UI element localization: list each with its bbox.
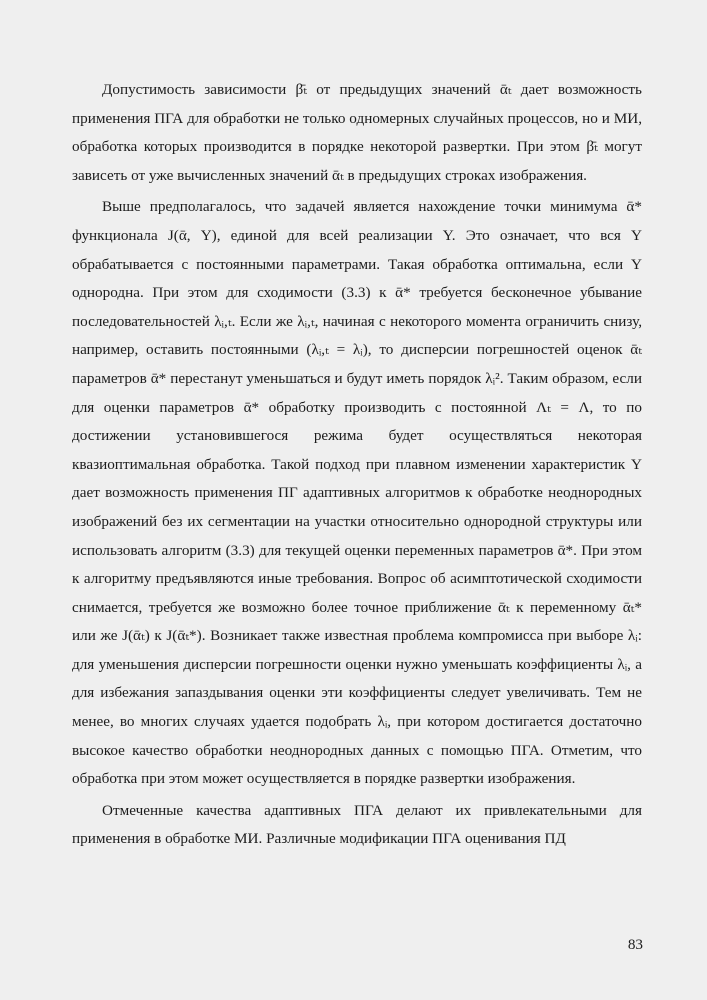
body-text bbox=[72, 76, 642, 854]
paragraph-3: Отмеченные качества адаптивных ПГА делают их привлекательными для применения в обработке МИ. Различные модификации ПГА оценивания ПД bbox=[72, 801, 642, 848]
page-number: 83 bbox=[627, 936, 643, 953]
paragraph-1: Допустимость зависимости β̄ₜ от предыдущих значений ᾱₜ дает возможность применения ПГА для обработки не только одномерных случайных процессов, но и МИ, обработка которых производится в порядке некоторой развертки. При этом β̄ₜ могут зависеть от уже вычисленных значений ᾱₜ в предыдущих строках изображения. bbox=[72, 81, 642, 184]
paragraph-2: Выше предполагалось, что задачей является нахождение точки минимума ᾱ* функционала J(ᾱ, Y), единой для всей реализации Y. Это означает, что вся Y обрабатывается с постоянными параметрами. Такая обработка оптимальна, если Y однородна. При этом для сходимости (3.3) к ᾱ* требуется бесконечное убывание последовательностей λᵢ,ₜ. Если же λᵢ,ₜ, начиная с некоторого момента ограничить снизу, например, оставить постоянными (λᵢ,ₜ = λᵢ), то дисперсии погрешностей оценок ᾱₜ параметров ᾱ* перестанут уменьшаться и будут иметь порядок λᵢ². Таким образом, если для оценки параметров ᾱ* обработку производить с постоянной Λₜ = Λ, то по достижении установившегося режима будет осуществляться некоторая квазиоптимальная обработка. Такой подход при плавном изменении характеристик Y дает возможность применения ПГ адаптивных алгоритмов к обработке неоднородных изображений без их сегментации на участки относительно однородной структуры или использовать алгоритм (3.3) для текущей оценки переменных параметров ᾱ*. При этом к алгоритму предъявляются иные требования. Вопрос об асимптотической сходимости снимается, требуется же возможно более точное приближение ᾱₜ к переменному ᾱₜ* или же J(ᾱₜ) к J(ᾱₜ*). Возникает также известная проблема компромисса при выборе λᵢ: для уменьшения дисперсии погрешности оценки нужно уменьшать коэффициенты λᵢ, а для избежания запаздывания оценки эти коэффициенты следует увеличивать. Тем не менее, во многих случаях удается подобрать λᵢ, при котором достигается достаточно высокое качество обработки неоднородных данных с помощью ПГА. Отметим, что обработка при этом может осуществляется в порядке развертки изображения. bbox=[72, 198, 642, 788]
